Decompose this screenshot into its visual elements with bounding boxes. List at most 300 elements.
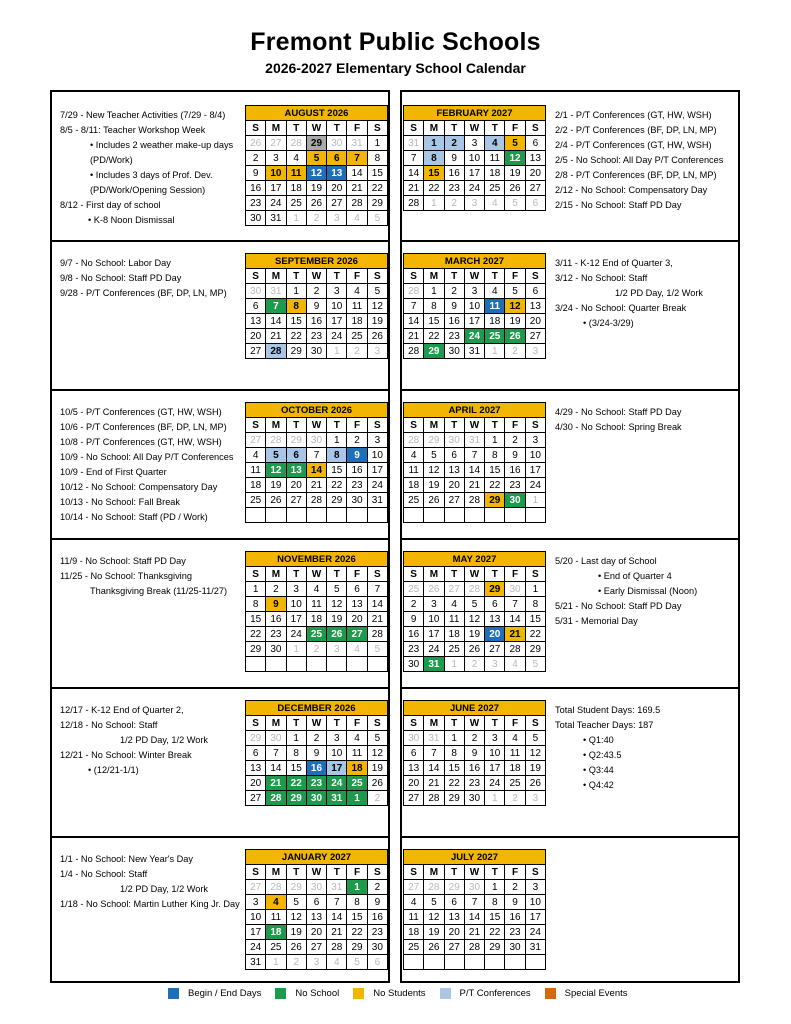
day-cell: 4: [347, 731, 367, 746]
day-cell: 29: [286, 433, 306, 448]
day-cell: 26: [266, 493, 286, 508]
day-cell: 31: [525, 940, 545, 955]
day-cell: 23: [266, 627, 286, 642]
day-cell: 18: [485, 314, 505, 329]
weekday-header: F: [505, 121, 525, 136]
week-row: [246, 433, 388, 448]
weekday-header: S: [404, 418, 424, 433]
month-calendar: [245, 551, 388, 672]
note-line: 4/29 - No School: Staff PD Day: [555, 407, 682, 417]
day-cell: 9: [306, 746, 326, 761]
day-cell: 23: [246, 196, 266, 211]
day-cell: 21: [266, 776, 286, 791]
day-cell: [444, 955, 464, 970]
day-cell: 5: [505, 136, 525, 151]
day-cell: 27: [347, 627, 367, 642]
weekday-header: S: [525, 418, 545, 433]
day-cell: 25: [266, 940, 286, 955]
weekday-header: F: [505, 418, 525, 433]
day-cell: 19: [367, 314, 387, 329]
weekday-header: W: [306, 865, 326, 880]
day-cell: 14: [424, 761, 444, 776]
day-cell: 15: [367, 166, 387, 181]
day-cell: 23: [306, 329, 326, 344]
day-cell: 21: [404, 329, 424, 344]
day-cell: 21: [464, 925, 484, 940]
day-cell: 24: [286, 627, 306, 642]
weekday-header: W: [464, 269, 484, 284]
day-cell: 3: [306, 955, 326, 970]
day-cell: 8: [424, 299, 444, 314]
day-cell: 28: [404, 344, 424, 359]
note-line: 11/25 - No School: Thanksgiving: [60, 571, 192, 581]
day-cell: 31: [464, 433, 484, 448]
weekday-header: T: [485, 121, 505, 136]
day-cell: 1: [525, 582, 545, 597]
day-cell: 1: [327, 344, 347, 359]
day-cell: 26: [424, 940, 444, 955]
day-cell: 11: [286, 166, 306, 181]
month-name: MARCH 2027: [404, 254, 546, 269]
weekday-header: S: [367, 567, 387, 582]
day-cell: 2: [444, 284, 464, 299]
day-cell: 8: [286, 746, 306, 761]
note-line: 10/8 - P/T Conferences (GT, HW, WSH): [60, 437, 222, 447]
day-cell: 29: [424, 344, 444, 359]
week-row: [404, 151, 546, 166]
day-cell: 23: [367, 925, 387, 940]
day-cell: 5: [505, 284, 525, 299]
day-cell: 18: [246, 478, 266, 493]
day-cell: 5: [306, 151, 326, 166]
day-cell: 30: [246, 284, 266, 299]
note-line: 2/2 - P/T Conferences (BF, DP, LN, MP): [555, 125, 717, 135]
note-line: 10/6 - P/T Conferences (BF, DP, LN, MP): [60, 422, 227, 432]
weekday-header: S: [404, 121, 424, 136]
day-cell: [266, 508, 286, 523]
day-cell: 3: [327, 642, 347, 657]
day-cell: 25: [347, 329, 367, 344]
week-row: [246, 151, 388, 166]
day-cell: 28: [266, 344, 286, 359]
note-line: 5/21 - No School: Staff PD Day: [555, 601, 682, 611]
day-cell: 8: [525, 597, 545, 612]
day-cell: 10: [464, 299, 484, 314]
weekday-header: M: [266, 865, 286, 880]
day-cell: 16: [306, 314, 326, 329]
week-row: [246, 493, 388, 508]
day-cell: 30: [367, 940, 387, 955]
day-cell: 7: [464, 895, 484, 910]
day-cell: 20: [246, 329, 266, 344]
week-row: [246, 955, 388, 970]
week-row: [404, 925, 546, 940]
right-notes: [555, 405, 682, 435]
day-cell: 28: [505, 642, 525, 657]
left-notes: [60, 852, 240, 912]
weekday-header: S: [367, 121, 387, 136]
day-cell: 15: [286, 761, 306, 776]
note-line: • (12/21-1/1): [88, 765, 139, 775]
day-cell: 20: [404, 776, 424, 791]
day-cell: 6: [404, 746, 424, 761]
day-cell: 23: [347, 478, 367, 493]
week-row: [404, 776, 546, 791]
day-cell: 14: [327, 910, 347, 925]
week-row: [404, 448, 546, 463]
week-row: [246, 211, 388, 226]
day-cell: 8: [286, 299, 306, 314]
day-cell: 8: [327, 448, 347, 463]
week-row: [246, 284, 388, 299]
day-cell: 2: [444, 136, 464, 151]
day-cell: 17: [327, 761, 347, 776]
day-cell: 11: [444, 612, 464, 627]
week-row: [246, 181, 388, 196]
day-cell: 28: [367, 627, 387, 642]
day-cell: 22: [286, 329, 306, 344]
day-cell: 9: [246, 166, 266, 181]
day-cell: [485, 508, 505, 523]
weekday-header: S: [246, 865, 266, 880]
note-line: 2/8 - P/T Conferences (BF, DP, LN, MP): [555, 170, 717, 180]
weekday-header: T: [444, 716, 464, 731]
day-cell: 31: [347, 136, 367, 151]
day-cell: 26: [286, 940, 306, 955]
week-row: [246, 925, 388, 940]
day-cell: 3: [327, 211, 347, 226]
day-cell: 1: [347, 791, 367, 806]
week-row: [404, 493, 546, 508]
month-name: FEBRUARY 2027: [404, 106, 546, 121]
day-cell: 29: [286, 791, 306, 806]
note-line: • Early Dismissal (Noon): [598, 586, 698, 596]
day-cell: 25: [485, 181, 505, 196]
right-notes: [555, 703, 660, 793]
day-cell: [424, 508, 444, 523]
day-cell: 8: [246, 597, 266, 612]
day-cell: [327, 508, 347, 523]
day-cell: 7: [347, 151, 367, 166]
week-row: [404, 761, 546, 776]
section-divider: [52, 836, 388, 838]
day-cell: 18: [505, 761, 525, 776]
day-cell: 5: [367, 731, 387, 746]
section-divider: [402, 836, 738, 838]
note-line: 2/12 - No School: Compensatory Day: [555, 185, 708, 195]
day-cell: 31: [464, 344, 484, 359]
note-line: 10/5 - P/T Conferences (GT, HW, WSH): [60, 407, 222, 417]
note-line: • End of Quarter 4: [598, 571, 672, 581]
week-row: [246, 657, 388, 672]
day-cell: 22: [525, 627, 545, 642]
week-row: [404, 136, 546, 151]
page-subtitle: 2026-2027 Elementary School Calendar: [265, 60, 526, 76]
day-cell: 12: [464, 612, 484, 627]
day-cell: 17: [286, 612, 306, 627]
day-cell: 25: [485, 329, 505, 344]
day-cell: 16: [404, 627, 424, 642]
day-cell: 27: [444, 493, 464, 508]
day-cell: 7: [404, 151, 424, 166]
day-cell: 27: [444, 582, 464, 597]
day-cell: [424, 955, 444, 970]
note-line: 5/20 - Last day of School: [555, 556, 657, 566]
day-cell: 4: [327, 955, 347, 970]
day-cell: 3: [286, 582, 306, 597]
day-cell: 7: [327, 895, 347, 910]
weekday-header: M: [266, 121, 286, 136]
day-cell: 1: [424, 196, 444, 211]
day-cell: 14: [464, 910, 484, 925]
day-cell: 1: [525, 493, 545, 508]
day-cell: 17: [525, 463, 545, 478]
day-cell: 3: [464, 284, 484, 299]
day-cell: 18: [485, 166, 505, 181]
legend-item: [168, 988, 261, 999]
week-row: [246, 776, 388, 791]
day-cell: 28: [306, 493, 326, 508]
day-cell: 22: [347, 925, 367, 940]
day-cell: 20: [525, 166, 545, 181]
weekday-header: F: [347, 716, 367, 731]
note-line: 5/31 - Memorial Day: [555, 616, 638, 626]
weekday-header: T: [485, 716, 505, 731]
day-cell: 30: [444, 433, 464, 448]
day-cell: 1: [246, 582, 266, 597]
week-row: [404, 284, 546, 299]
day-cell: 30: [306, 791, 326, 806]
note-line: • Q4:42: [583, 780, 614, 790]
left-notes: [60, 703, 208, 778]
month-calendar: [403, 700, 546, 806]
day-cell: 30: [505, 493, 525, 508]
day-cell: 4: [347, 284, 367, 299]
weekday-header: T: [485, 865, 505, 880]
weekday-header: S: [404, 269, 424, 284]
day-cell: 26: [505, 181, 525, 196]
day-cell: 23: [505, 478, 525, 493]
weekday-header: W: [464, 418, 484, 433]
day-cell: 3: [266, 151, 286, 166]
day-cell: [464, 508, 484, 523]
legend-swatch: [168, 988, 179, 999]
week-row: [404, 299, 546, 314]
weekday-header: S: [367, 865, 387, 880]
week-row: [404, 196, 546, 211]
weekday-header: M: [266, 269, 286, 284]
section-divider: [402, 538, 738, 540]
day-cell: 14: [367, 597, 387, 612]
week-row: [246, 880, 388, 895]
legend-swatch: [545, 988, 556, 999]
day-cell: 1: [286, 731, 306, 746]
day-cell: 26: [367, 776, 387, 791]
day-cell: 23: [444, 329, 464, 344]
week-row: [404, 955, 546, 970]
day-cell: 8: [485, 448, 505, 463]
day-cell: [306, 508, 326, 523]
weekday-header: S: [246, 418, 266, 433]
month-calendar: [245, 105, 388, 226]
day-cell: 18: [266, 925, 286, 940]
day-cell: 11: [347, 299, 367, 314]
day-cell: 1: [347, 880, 367, 895]
day-cell: 1: [485, 344, 505, 359]
day-cell: 2: [464, 731, 484, 746]
day-cell: [525, 955, 545, 970]
day-cell: [266, 657, 286, 672]
day-cell: 31: [266, 284, 286, 299]
day-cell: 13: [444, 910, 464, 925]
day-cell: 25: [404, 582, 424, 597]
weekday-header: W: [306, 269, 326, 284]
weekday-header: S: [525, 269, 545, 284]
month-name: APRIL 2027: [404, 403, 546, 418]
day-cell: 31: [424, 657, 444, 672]
week-row: [404, 627, 546, 642]
weekday-header: F: [505, 269, 525, 284]
day-cell: 19: [286, 925, 306, 940]
section-divider: [52, 240, 388, 242]
day-cell: 30: [306, 344, 326, 359]
weekday-header: T: [286, 716, 306, 731]
day-cell: 20: [286, 478, 306, 493]
day-cell: 5: [266, 448, 286, 463]
day-cell: 6: [286, 448, 306, 463]
note-line: • Includes 2 weather make-up days: [90, 140, 234, 150]
day-cell: 28: [464, 940, 484, 955]
day-cell: 10: [367, 448, 387, 463]
day-cell: 3: [464, 196, 484, 211]
day-cell: 12: [525, 746, 545, 761]
weekday-header: S: [404, 716, 424, 731]
note-line: 2/4 - P/T Conferences (GT, HW, WSH): [555, 140, 712, 150]
weekday-header: T: [485, 269, 505, 284]
section-divider: [402, 687, 738, 689]
day-cell: 5: [464, 597, 484, 612]
day-cell: 15: [327, 463, 347, 478]
section-divider: [402, 389, 738, 391]
day-cell: 4: [404, 895, 424, 910]
weekday-header: F: [505, 567, 525, 582]
day-cell: 29: [246, 731, 266, 746]
week-row: [246, 895, 388, 910]
section-divider: [52, 389, 388, 391]
day-cell: [444, 508, 464, 523]
day-cell: 27: [525, 329, 545, 344]
day-cell: 7: [505, 597, 525, 612]
day-cell: 14: [266, 314, 286, 329]
weekday-header: T: [286, 418, 306, 433]
note-line: 10/13 - No School: Fall Break: [60, 497, 181, 507]
day-cell: 18: [347, 761, 367, 776]
week-row: [404, 433, 546, 448]
week-row: [404, 597, 546, 612]
note-line: 10/14 - No School: Staff (PD / Work): [60, 512, 208, 522]
day-cell: 1: [286, 211, 306, 226]
weekday-header: F: [347, 121, 367, 136]
legend-swatch: [440, 988, 451, 999]
day-cell: 4: [444, 597, 464, 612]
day-cell: 5: [525, 657, 545, 672]
note-line: • Q2:43.5: [583, 750, 622, 760]
day-cell: 11: [404, 910, 424, 925]
day-cell: 22: [444, 776, 464, 791]
day-cell: 29: [286, 880, 306, 895]
day-cell: 29: [347, 940, 367, 955]
note-line: 8/12 - First day of school: [60, 200, 161, 210]
day-cell: 7: [266, 299, 286, 314]
day-cell: 22: [286, 776, 306, 791]
day-cell: 12: [367, 746, 387, 761]
day-cell: 20: [306, 925, 326, 940]
legend-item: [275, 988, 339, 999]
day-cell: 2: [505, 791, 525, 806]
week-row: [404, 478, 546, 493]
week-row: [404, 463, 546, 478]
note-line: • Q1:40: [583, 735, 614, 745]
day-cell: 10: [266, 166, 286, 181]
day-cell: 6: [306, 895, 326, 910]
note-line: 8/5 - 8/11: Teacher Workshop Week: [60, 125, 206, 135]
day-cell: 24: [266, 196, 286, 211]
weekday-header: S: [525, 716, 545, 731]
day-cell: 6: [246, 299, 266, 314]
day-cell: 10: [525, 448, 545, 463]
day-cell: 11: [306, 597, 326, 612]
day-cell: 26: [424, 493, 444, 508]
week-row: [246, 642, 388, 657]
day-cell: 6: [525, 136, 545, 151]
day-cell: 17: [485, 761, 505, 776]
day-cell: 2: [246, 151, 266, 166]
day-cell: 29: [485, 940, 505, 955]
day-cell: 21: [266, 329, 286, 344]
day-cell: 21: [327, 925, 347, 940]
note-line: 2/5 - No School: All Day P/T Conferences: [555, 155, 724, 165]
day-cell: 25: [505, 776, 525, 791]
day-cell: 14: [347, 166, 367, 181]
day-cell: 9: [505, 895, 525, 910]
day-cell: 19: [367, 761, 387, 776]
day-cell: 4: [404, 448, 424, 463]
day-cell: 10: [525, 895, 545, 910]
day-cell: 4: [505, 731, 525, 746]
day-cell: 19: [424, 478, 444, 493]
day-cell: 13: [306, 910, 326, 925]
day-cell: 2: [286, 955, 306, 970]
day-cell: 6: [246, 746, 266, 761]
day-cell: 12: [367, 299, 387, 314]
day-cell: 17: [246, 925, 266, 940]
day-cell: 30: [505, 582, 525, 597]
weekday-header: S: [525, 567, 545, 582]
day-cell: 8: [347, 895, 367, 910]
day-cell: 10: [246, 910, 266, 925]
day-cell: 12: [505, 299, 525, 314]
day-cell: 27: [404, 791, 424, 806]
day-cell: 23: [505, 925, 525, 940]
day-cell: 15: [424, 166, 444, 181]
day-cell: 16: [367, 910, 387, 925]
weekday-header: T: [327, 418, 347, 433]
week-row: [404, 314, 546, 329]
day-cell: 1: [367, 136, 387, 151]
note-line: 12/18 - No School: Staff: [60, 720, 158, 730]
day-cell: 18: [404, 925, 424, 940]
day-cell: 30: [404, 731, 424, 746]
